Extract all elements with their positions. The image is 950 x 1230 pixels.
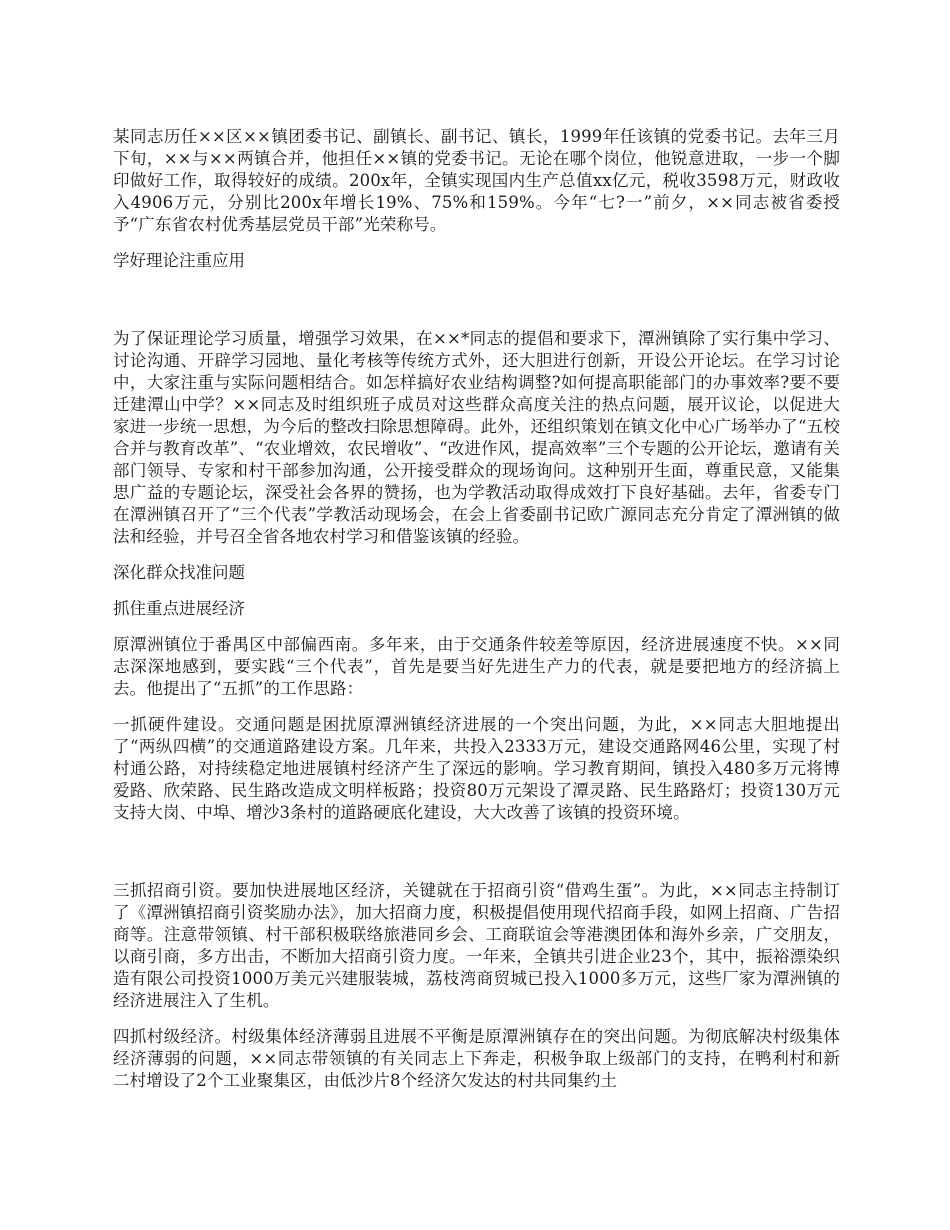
- section-heading-theory: 学好理论注重应用: [113, 251, 245, 270]
- theory-paragraph: 为了保证理论学习质量，增强学习效果，在××*同志的提倡和要求下，潭洲镇除了实行集中学习、讨论沟通、开辟学习园地、量化考核等传统方式外，还大胆进行创新，开设公开论坛。在学习讨论中，大家注重与实际问题相结合。如怎样搞好农业结构调整?如何提高职能部门的办事效率?要不要迁建潭山中学？××同志及时组织班子成员对这些群众高度关注的热点问题，展开议论，以促进大家进一步统一思想，为今后的整改扫除思想障碍。此外，还组织策划在镇文化中心广场举办了“五校合并与教育改革”、“农业增效，农民增收”、“改进作风，提高效率”三个专题的公开论坛，邀请有关部门领导、专家和村干部参加沟通，公开接受群众的现场询问。这种别开生面，尊重民意，又能集思广益的专题论坛，深受社会各界的赞扬，也为学教活动取得成效打下良好基础。去年，省委专门在潭洲镇召开了“三个代表”学教活动现场会，在会上省委副书记欧广源同志充分肯定了潭洲镇的做法和经验，并号召全省各地农村学习和借鉴该镇的经验。: [113, 329, 840, 546]
- economy-intro-paragraph: 原潭洲镇位于番禺区中部偏西南。多年来，由于交通条件较差等原因，经济进展速度不快。××同志深深地感到，要实践“三个代表”，首先是要当好先进生产力的代表，就是要把地方的经济搞上去。他提出了“五抓”的工作思路：: [113, 635, 840, 698]
- section-heading-problems: 深化群众找准问题: [113, 563, 245, 582]
- intro-paragraph: 某同志历任××区××镇团委书记、副镇长、副书记、镇长，1999年任该镇的党委书记。去年三月下旬，××与××两镇合并，他担任××镇的党委书记。无论在哪个岗位，他锐意进取，一步一个脚印做好工作，取得较好的成绩。200x年，全镇实现国内生产总值xx亿元，税收3598万元，财政收入4906万元，分别比200x年增长19%、75%和159%。今年“七?一”前夕，××同志被省委授予“广东省农村优秀基层党员干部”光荣称号。: [113, 127, 840, 234]
- hardware-paragraph: 一抓硬件建设。交通问题是困扰原潭洲镇经济进展的一个突出问题，为此，××同志大胆地提出了“两纵四横”的交通道路建设方案。几年来，共投入2333万元，建设交通路网46公里，实现了村村通公路，对持续稳定地进展镇村经济产生了深远的影响。学习教育期间，镇投入480多万元将博爱路、欣荣路、民生路改造成文明样板路；投资80万元架设了潭灵路、民生路路灯；投资130万元支持大岗、中埠、增沙3条村的道路硬底化建设，大大改善了该镇的投资环境。: [113, 715, 840, 822]
- section-heading-economy: 抓住重点进展经济: [113, 599, 245, 618]
- village-economy-paragraph: 四抓村级经济。村级集体经济薄弱且进展不平衡是原潭洲镇存在的突出问题。为彻底解决村级集体经济薄弱的问题，××同志带领镇的有关同志上下奔走，积极争取上级部门的支持，在鸭利村和新二村增设了2个工业聚集区，由低沙片8个经济欠发达的村共同集约土: [113, 1027, 840, 1090]
- investment-paragraph: 三抓招商引资。要加快进展地区经济，关键就在于招商引资“借鸡生蛋”。为此，××同志主持制订了《潭洲镇招商引资奖励办法》，加大招商力度，积极提倡使用现代招商手段，如网上招商、广告招商等。注意带领镇、村干部积极联络旅港同乡会、工商联谊会等港澳团体和海外乡亲，广交朋友，以商引商，多方出击，不断加大招商引资力度。一年来，全镇共引进企业23个，其中，振裕漂染织造有限公司投资1000万美元兴建服装城，荔枝湾商贸城已投入1000多万元，这些厂家为潭洲镇的经济进展注入了生机。: [113, 881, 840, 1010]
- document-body: [113, 126, 840, 1092]
